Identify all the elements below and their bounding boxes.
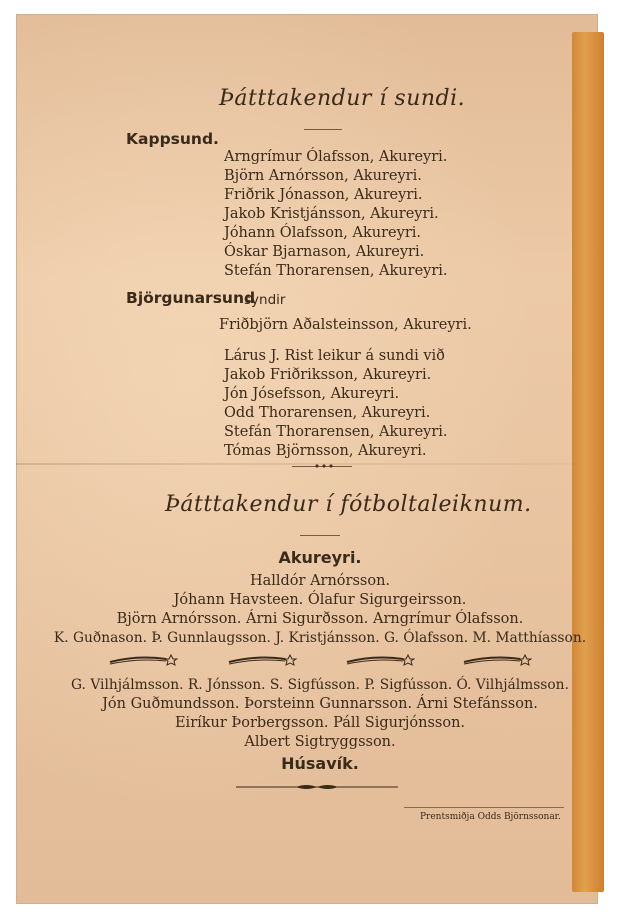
ornamental-rule	[236, 782, 398, 792]
divider	[300, 535, 340, 536]
list-item: Arngrímur Ólafsson, Akureyri.	[224, 149, 448, 165]
list-item: Tómas Björnsson, Akureyri.	[224, 443, 427, 459]
team-line: K. Guðnason. Þ. Gunnlaugsson. J. Kristjánsson. G. Ólafsson. M. Matthíasson.	[53, 630, 587, 646]
fold-line	[16, 463, 576, 465]
team-line: Eiríkur Þorbergsson. Páll Sigurjónsson.	[174, 715, 466, 731]
team-line: Halldór Arnórsson.	[249, 573, 391, 589]
list-item: Lárus J. Rist leikur á sundi við	[224, 348, 445, 364]
swim-title: Þátttakendur í sundi.	[219, 86, 466, 111]
shooting-star-icon	[345, 653, 415, 667]
divider	[304, 129, 342, 130]
shooting-star-icon	[227, 653, 297, 667]
team-line: Jóhann Havsteen. Ólafur Sigurgeirsson.	[173, 592, 467, 608]
football-title: Þátttakendur í fótboltaleiknum.	[165, 492, 532, 517]
divider	[404, 807, 564, 808]
team-line: Björn Arnórsson. Árni Sigurðsson. Arngrímur Ólafsson.	[116, 611, 524, 627]
list-item: Jón Jósefsson, Akureyri.	[224, 386, 400, 402]
list-item: Óskar Bjarnason, Akureyri.	[224, 244, 425, 260]
section-label-bjorgunarsund: Björgunarsund	[126, 289, 256, 307]
printer-credit: Prentsmiðja Odds Björnssonar.	[420, 812, 561, 822]
ornament-dots-icon	[312, 462, 336, 470]
team-line: Albert Sigtryggsson.	[244, 734, 396, 750]
list-item: Jakob Friðriksson, Akureyri.	[224, 367, 432, 383]
list-item: Jakob Kristjánsson, Akureyri.	[224, 206, 439, 222]
list-item: Odd Thorarensen, Akureyri.	[224, 405, 431, 421]
list-item: Stefán Thorarensen, Akureyri.	[224, 424, 448, 440]
section-label-kappsund: Kappsund.	[126, 130, 219, 148]
rescuer-name: Friðbjörn Aðalsteinsson, Akureyri.	[219, 317, 472, 333]
list-item: Friðrik Jónasson, Akureyri.	[224, 187, 423, 203]
list-item: Stefán Thorarensen, Akureyri.	[224, 263, 448, 279]
shooting-star-icon	[462, 653, 532, 667]
team-line: G. Vilhjálmsson. R. Jónsson. S. Sigfússon. P. Sigfússon. Ó. Vilhjálmsson.	[71, 677, 569, 693]
team-name-husavik: Húsavík.	[281, 754, 359, 773]
list-item: Björn Arnórsson, Akureyri.	[224, 168, 422, 184]
team-name-akureyri: Akureyri.	[278, 548, 362, 567]
section-label-suffix: syndir	[244, 292, 286, 308]
team-line: Jón Guðmundsson. Þorsteinn Gunnarsson. Árni Stefánsson.	[102, 696, 538, 712]
shooting-star-icon	[108, 653, 178, 667]
list-item: Jóhann Ólafsson, Akureyri.	[224, 225, 421, 241]
